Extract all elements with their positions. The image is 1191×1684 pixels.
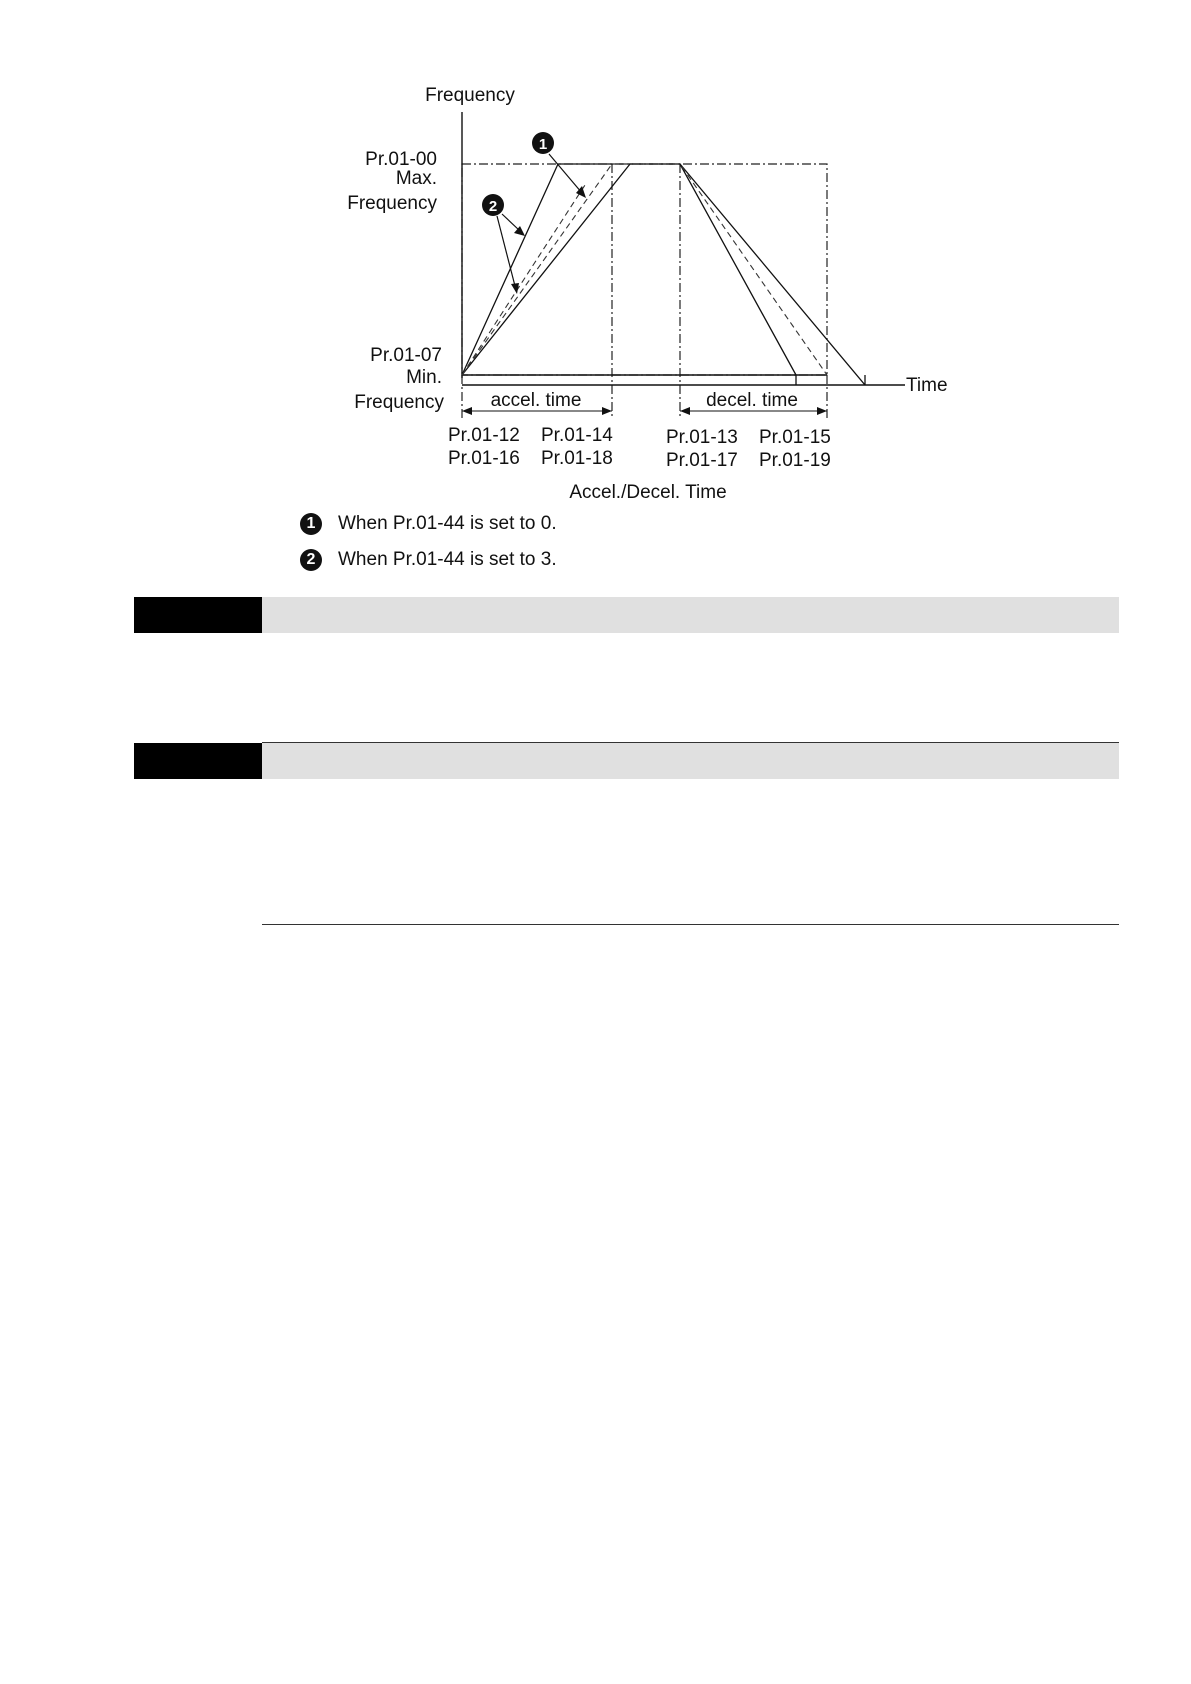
- accel-param-2: Pr.01-14: [541, 425, 613, 446]
- min-freq-line1: Min.: [406, 367, 442, 388]
- diagram-caption: Accel./Decel. Time: [569, 482, 727, 503]
- max-freq-line1: Max.: [395, 168, 437, 189]
- x-axis-label: Time: [906, 375, 948, 396]
- marker-2-arrow-a: [502, 214, 520, 231]
- marker-1-label: 1: [538, 136, 548, 153]
- legend-marker-1: 1: [300, 513, 322, 535]
- curve-dashed-inner: [462, 185, 585, 375]
- marker-2-arrowhead-b: [511, 283, 519, 294]
- decel-param-1: Pr.01-13: [666, 427, 738, 448]
- accel-time-label: accel. time: [490, 390, 582, 411]
- marker-2-label: 2: [488, 198, 498, 215]
- min-freq-line2: Frequency: [354, 392, 444, 413]
- section-header-tab-1: [134, 597, 262, 633]
- curve-fast-solid: [462, 164, 796, 375]
- section-divider-bottom: [262, 924, 1119, 925]
- accel-param-1: Pr.01-12: [448, 425, 520, 446]
- accel-param-4: Pr.01-18: [541, 448, 613, 469]
- max-freq-param: Pr.01-00: [365, 149, 437, 170]
- legend-text-1: When Pr.01-44 is set to 0.: [338, 513, 557, 534]
- marker-2-arrow-b: [497, 216, 515, 286]
- accel-param-3: Pr.01-16: [448, 448, 520, 469]
- y-axis-label: Frequency: [425, 85, 515, 106]
- accel-decel-diagram: [0, 0, 1191, 600]
- max-freq-line2: Frequency: [347, 193, 437, 214]
- legend-text-2: When Pr.01-44 is set to 3.: [338, 549, 557, 570]
- legend-marker-2: 2: [300, 549, 322, 571]
- curve-slow-solid: [462, 164, 865, 385]
- decel-param-4: Pr.01-19: [759, 450, 831, 471]
- max-frequency-frame: [462, 164, 827, 375]
- min-freq-param: Pr.01-07: [370, 345, 442, 366]
- legend-item-2: [300, 547, 557, 573]
- section-header-bar-2: [134, 743, 1119, 779]
- legend-item-1: [300, 511, 557, 537]
- decel-param-3: Pr.01-17: [666, 450, 738, 471]
- section-header-bar-1: [134, 597, 1119, 633]
- decel-param-2: Pr.01-15: [759, 427, 831, 448]
- curve-dashed: [462, 164, 827, 375]
- section-header-tab-2: [134, 743, 262, 779]
- decel-time-label: decel. time: [706, 390, 798, 411]
